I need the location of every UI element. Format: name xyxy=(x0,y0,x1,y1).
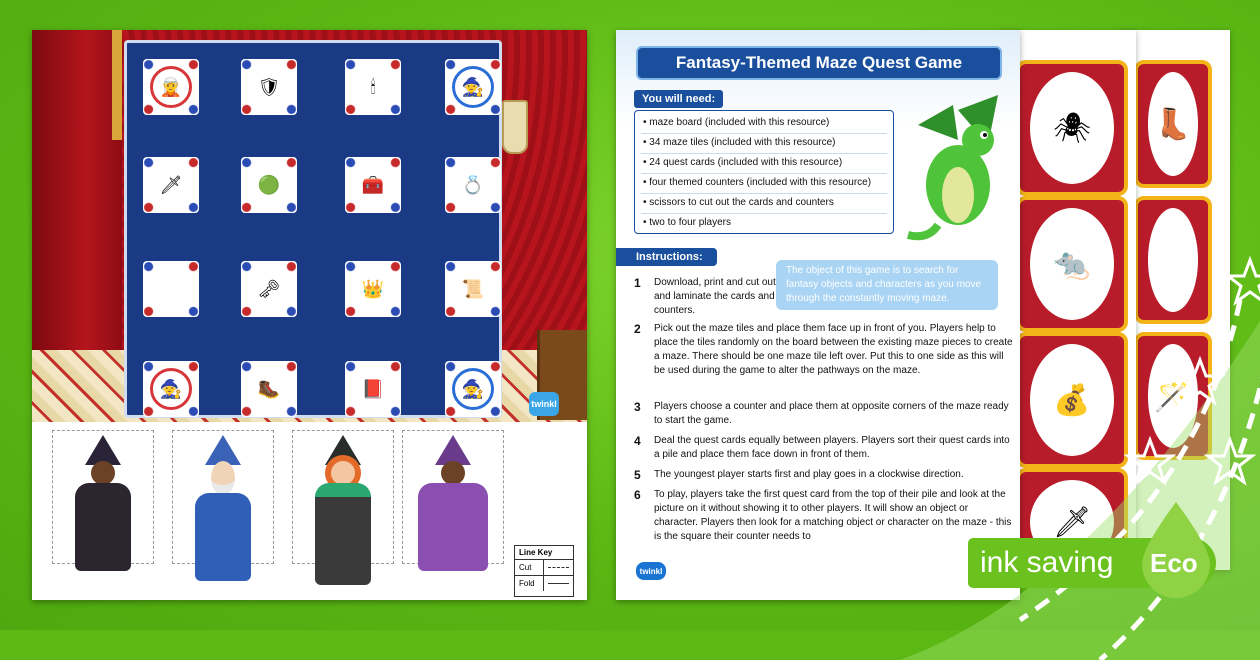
maze-tile-icon xyxy=(157,275,185,303)
page-title: Fantasy-Themed Maze Quest Game xyxy=(636,46,1002,80)
step-number: 1 xyxy=(634,276,641,290)
witch-robe xyxy=(315,483,371,585)
wizard-robe xyxy=(418,483,488,571)
rat-icon: 🐀 xyxy=(1030,208,1114,320)
maze-tile xyxy=(345,361,401,417)
maze-tile-icon: 🧙 xyxy=(452,368,494,410)
fold-line-sample xyxy=(548,583,569,584)
needs-list-item: • maze board (included with this resource) xyxy=(643,117,830,128)
maze-tile xyxy=(241,59,297,115)
step-text: Deal the quest cards equally between players. Players sort their quest cards into a pile and place them face down in front of them. xyxy=(654,435,1010,460)
wizard-face xyxy=(211,461,235,495)
maze-tile-icon: 🧙 xyxy=(452,66,494,108)
eco-label: Eco xyxy=(1150,548,1198,578)
maze-tile xyxy=(241,361,297,417)
needs-divider xyxy=(641,133,887,134)
needs-list-item: • two to four players xyxy=(643,217,731,228)
twinkl-logo: twinkl xyxy=(529,392,559,416)
needs-list-item: • scissors to cut out the cards and counters xyxy=(643,197,834,208)
maze-tile xyxy=(445,261,501,317)
maze-tile-icon: 👑 xyxy=(361,278,385,299)
witch-face xyxy=(91,461,115,485)
maze-tile-icon: 🧰 xyxy=(361,174,385,195)
wizard-face xyxy=(441,461,465,485)
needs-list-item: • four themed counters (included with this resource) xyxy=(643,177,872,188)
line-key xyxy=(514,545,574,597)
needs-list xyxy=(634,110,894,234)
maze-tile xyxy=(241,261,297,317)
quest-card xyxy=(1134,60,1212,188)
maze-tile xyxy=(143,361,199,417)
quest-card xyxy=(1016,60,1128,196)
cut-line-sample xyxy=(548,567,569,568)
line-key-fold-label: Fold xyxy=(515,576,544,591)
maze-tile-icon: 🕯 xyxy=(370,76,376,97)
needs-list-item: • 24 quest cards (included with this resource) xyxy=(643,157,843,168)
line-key-cut-label: Cut xyxy=(515,560,544,575)
twinkl-logo: twinkl xyxy=(636,562,666,580)
maze-tile-icon: 🥾 xyxy=(257,378,281,399)
maze-tile-icon: 💍 xyxy=(461,174,485,195)
witch-robe xyxy=(75,483,131,571)
maze-tile xyxy=(143,59,199,115)
maze-tile xyxy=(241,157,297,213)
wand-icon: 🪄 xyxy=(1148,344,1198,448)
maze-tile-icon: 📜 xyxy=(461,278,485,299)
maze-tile xyxy=(345,59,401,115)
needs-list-item: • 34 maze tiles (included with this resource) xyxy=(643,137,836,148)
step-number: 6 xyxy=(634,488,641,502)
picture-frame xyxy=(112,30,122,140)
board-sheet xyxy=(32,30,587,600)
maze-tile xyxy=(345,157,401,213)
maze-tile xyxy=(445,361,501,417)
maze-tile-icon: 🗝 xyxy=(257,278,281,299)
step-number: 5 xyxy=(634,468,641,482)
maze-tile xyxy=(445,157,501,213)
step-text: Players choose a counter and place them at opposite corners of the maze ready to start the game. xyxy=(654,401,1009,426)
you-will-need-heading: You will need: xyxy=(634,90,723,108)
maze-board xyxy=(124,40,502,418)
sword-icon: 🗡 xyxy=(1030,480,1114,564)
needs-divider xyxy=(641,153,887,154)
maze-tile-icon: 📕 xyxy=(361,378,385,399)
counters-area xyxy=(32,422,587,600)
counter-witch-green xyxy=(292,430,394,564)
maze-tile xyxy=(445,59,501,115)
needs-divider xyxy=(641,173,887,174)
maze-tile-icon: 🗡 xyxy=(159,174,183,195)
boot-icon: 👢 xyxy=(1148,72,1198,176)
spider-icon: 🕷 xyxy=(1030,72,1114,184)
step-text: To play, players take the first quest card from the top of their pile and look at the picture on it without showing it to other players. It will show an object or character. Players then look for a matching object or character on the maze - this is the square their counter needs to xyxy=(654,489,1012,542)
maze-tile xyxy=(345,261,401,317)
maze-tile-icon: 🟢 xyxy=(257,174,281,195)
maze-tile xyxy=(143,157,199,213)
object-note: The object of this game is to search for fantasy objects and characters as you move through the constantly moving maze. xyxy=(776,260,998,310)
step-number: 4 xyxy=(634,434,641,448)
counter-witch-dark xyxy=(52,430,154,564)
needs-divider xyxy=(641,213,887,214)
step-number: 3 xyxy=(634,400,641,414)
lamp xyxy=(502,100,528,154)
step-text: The youngest player starts first and play goes in a clockwise direction. xyxy=(654,469,964,480)
wizard-robe xyxy=(195,493,251,581)
counter-wizard-purple xyxy=(402,430,504,564)
witch-face xyxy=(331,461,355,485)
maze-tile xyxy=(143,261,199,317)
instructions-heading: Instructions: xyxy=(616,248,717,266)
instruction-step xyxy=(634,276,794,318)
step-text: Pick out the maze tiles and place them face up in front of you. Players help to place the tiles randomly on the board between the existing maze pieces to create a maze. There should be one maze tile left over. Put this to one side as this will be used during the game to alter the pathways on the maze. xyxy=(654,323,1013,376)
maze-tile-icon: 🧙 xyxy=(150,368,192,410)
ink-saving-label: ink saving xyxy=(980,546,1114,579)
treasure-sack-icon: 💰 xyxy=(1030,344,1114,456)
step-number: 2 xyxy=(634,322,641,336)
maze-tile-icon: 🛡 xyxy=(257,76,281,97)
counter-wizard-blue xyxy=(172,430,274,564)
line-key-title: Line Key xyxy=(515,546,573,560)
needs-divider xyxy=(641,193,887,194)
step-text: Download, print and cut out and laminate the cards and counters. xyxy=(654,277,776,316)
maze-tile-icon: 🧝 xyxy=(150,66,192,108)
